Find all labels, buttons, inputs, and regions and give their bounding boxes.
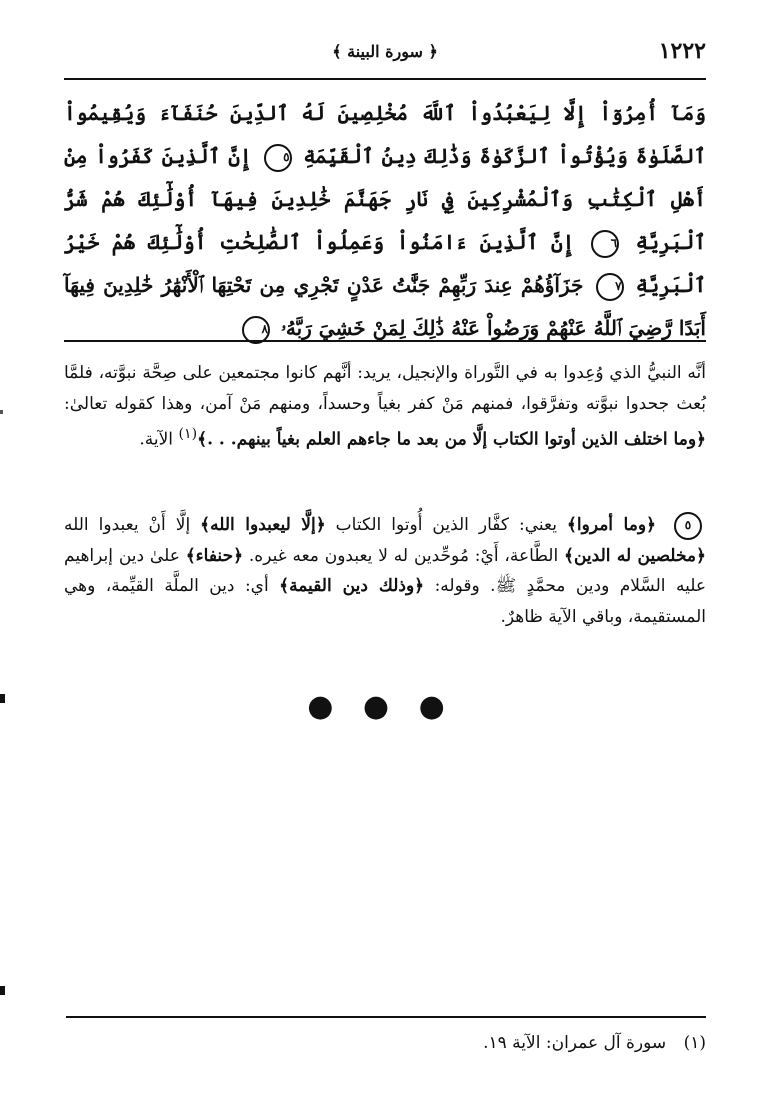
verse-text: وَمَآ أُمِرُوٓاْ إِلَّا لِيَعْبُدُواْ ٱللَّهَ مُخْلِصِينَ لَهُ ٱلدِّينَ حُنَفَآءَ وَيُقِيمُواْ ٱلصَّلَوٰةَ وَيُؤْتُواْ ٱلزَّكَوٰةَ وَذَٰلِكَ دِينُ <box>64 101 707 168</box>
commentary-text: الآية. <box>139 429 179 450</box>
section-separator: ● ● ● <box>307 689 455 724</box>
commentary-text: الطَّاعة، أَيْ: مُوحِّدين له لا يعبدون معه غيره. <box>243 545 565 566</box>
quran-quote: ﴿مخلصين له الدين﴾ <box>564 545 706 566</box>
footnote-number: (١) <box>683 1033 706 1053</box>
footnote <box>64 1028 706 1058</box>
quran-quote: ﴿حنفاء﴾ <box>185 545 244 566</box>
verse-text: جَزَآؤُهُمْ عِندَ رَبِّهِمْ <box>438 273 584 297</box>
verse-text: إِنَّ ٱلَّذِينَ ءَامَنُواْ وَعَمِلُواْ ٱلصَّٰلِحَٰتِ أُوْلَٰٓئِكَ هُمْ خَيْرُ ٱلْبَرِيَّةِ <box>64 230 707 297</box>
scan-edge-mark <box>0 694 5 703</box>
commentary-paragraph <box>64 358 706 508</box>
commentary-text: علىٰ دين إبراهيم عليه السَّلام ودين محمَّدٍ ﷺ. وقوله: <box>64 545 706 596</box>
ayah-number-marker: ٧ <box>596 273 624 301</box>
quran-quote: ﴿إلَّا ليعبدوا الله﴾ <box>200 515 326 535</box>
commentary-text: أنَّه النبيُّ الذي وُعِدوا به في التَّوراة والإنجيل، يريد: أنَّهم كانوا مجتمعين على صِحَّة نبوَّته، فلمَّا بُعث جحدوا نبوَّته وتفرَّقوا، فمنهم مَنْ كفر بغياً وحسداً، ومنهم مَنْ آمن، وهذا كقوله تعالىٰ: <box>64 363 706 414</box>
surah-title: ﴿ سورة البينة ﴾ <box>332 42 438 61</box>
header-rule <box>64 78 706 80</box>
footnote-ref: (١) <box>178 426 198 442</box>
commentary-text: إلَّا أَنْ يعبدوا الله <box>64 515 201 535</box>
commentary-paragraph <box>64 510 706 660</box>
ayah-number-marker: ٥ <box>674 512 702 540</box>
ayah-number-marker: ٥ <box>264 144 292 172</box>
scan-edge-mark <box>0 410 3 414</box>
ayah-number-marker: ٦ <box>591 230 619 258</box>
verse-text: جَنَّٰتُ عَدْنٍ تَجْرِي مِن تَحْتِهَا ٱلْأَنْهَٰرُ خَٰلِدِينَ فِيهَآ أَبَدًا رَّضِيَ ٱللَّهُ عَنْهُمْ وَرَضُواْ عَنْهُ ذَٰلِكَ لِمَنْ خَشِيَ <box>64 273 706 340</box>
footnote-rule <box>66 1016 706 1018</box>
ayah-number-marker: ٨ <box>242 316 270 344</box>
quran-quote: ﴿وما أمروا﴾ <box>566 515 656 535</box>
quran-verses <box>64 92 707 340</box>
verse-text: إِنَّ ٱلَّذِينَ كَفَرُواْ مِنْ أَهْلِ ٱلْكِتَٰبِ وَٱلْمُشْرِكِينَ فِي نَارِ جَهَنَّمَ خَٰلِدِينَ فِيهَآ أُوْلَٰٓئِكَ هُمْ <box>64 144 706 211</box>
page-number: ١٢٢٢ <box>658 38 706 64</box>
verse-text: ٱلْقَيِّمَةِ <box>303 144 374 168</box>
footnote-text: سورة آل عمران: الآية ١٩. <box>483 1033 667 1053</box>
section-rule <box>64 340 706 342</box>
quran-quote: ﴿وذلك دين القيمة﴾ <box>279 576 425 596</box>
scan-edge-mark <box>0 986 5 995</box>
verse-text: شَرُّ ٱلْبَرِيَّةِ <box>64 187 707 254</box>
commentary-text: يعني: كفَّار الذين أُوتوا الكتاب <box>325 515 567 535</box>
quran-quote: ﴿وما اختلف الذين أوتوا الكتاب إلَّا من بعد ما جاءهم العلم بغياً بينهم. . .﴾ <box>197 429 706 450</box>
page-header <box>64 34 706 74</box>
commentary-text: أي: دين الملَّة القيِّمة، وهي المستقيمة، وباقي الآية ظاهرٌ. <box>64 576 706 627</box>
verse-text: رَبَّهُۥ <box>280 316 312 340</box>
